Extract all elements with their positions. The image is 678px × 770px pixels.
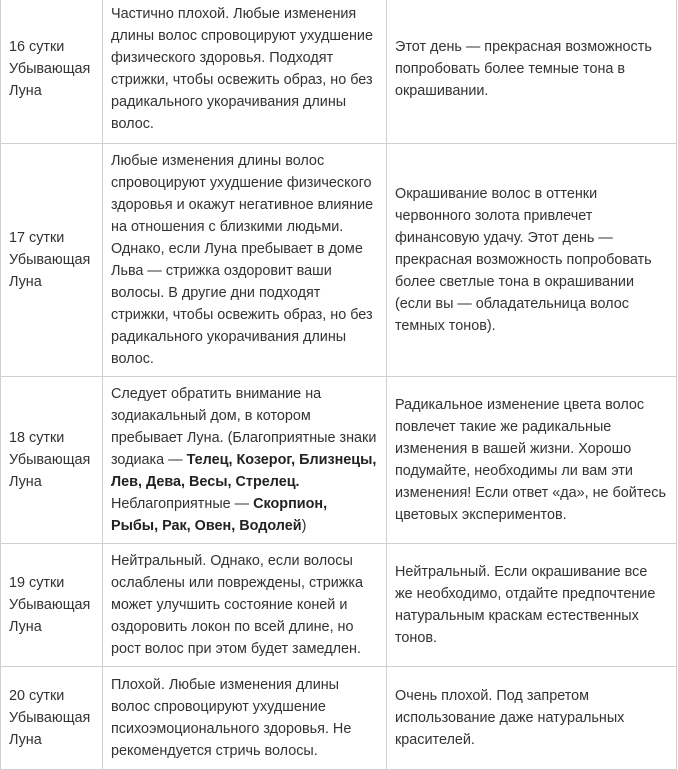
- table-row: [1, 144, 677, 377]
- moon-phase: Убывающая Луна: [9, 61, 91, 99]
- haircut-cell: [103, 377, 387, 544]
- haircut-mid: Неблагоприятные —: [111, 496, 254, 512]
- day-cell: [1, 144, 103, 377]
- moon-phase: Убывающая Луна: [9, 710, 91, 748]
- coloring-cell: Нейтральный. Если окрашивание все же необходимо, отдайте предпочтение натуральным краскам естественных тонов.: [387, 544, 677, 667]
- lunar-day: 18 сутки: [9, 430, 65, 446]
- table-row: [1, 377, 677, 544]
- haircut-end: ): [301, 518, 307, 534]
- day-cell: [1, 377, 103, 544]
- coloring-cell: Окрашивание волос в оттенки червонного золота привлечет финансовую удачу. Этот день — прекрасная возможность попробовать более светлые тона в окрашивании (если вы — обладательница волос темных тонов).: [387, 144, 677, 377]
- table-row: [1, 0, 677, 144]
- lunar-day: 19 сутки: [9, 575, 65, 591]
- moon-phase: Убывающая Луна: [9, 252, 91, 290]
- lunar-day: 20 сутки: [9, 688, 65, 704]
- moon-phase: Убывающая Луна: [9, 597, 91, 635]
- coloring-cell: Этот день — прекрасная возможность попробовать более темные тона в окрашивании.: [387, 0, 677, 144]
- lunar-day: 17 сутки: [9, 230, 65, 246]
- table-row: [1, 544, 677, 667]
- coloring-cell: Радикальное изменение цвета волос повлечет такие же радикальные изменения в вашей жизни. Хорошо подумайте, необходимы ли вам эти изменения! Если ответ «да», не бойтесь цветовых экспериментов.: [387, 377, 677, 544]
- haircut-cell: Любые изменения длины волос спровоцируют ухудшение физического здоровья и окажут негативное влияние на отношения с близкими людьми. Однако, если Луна пребывает в доме Льва — стрижка оздоровит ваши волосы. В другие дни подходят стрижки, чтобы освежить образ, но без радикального укорачивания длины волос.: [103, 144, 387, 377]
- day-cell: [1, 0, 103, 144]
- haircut-intro: Следует обратить внимание на зодиакальный дом, в котором пребывает Луна. (Благоприятные знаки зодиака —: [111, 386, 377, 468]
- haircut-cell: Плохой. Любые изменения длины волос спровоцируют ухудшение психоэмоционального здоровья. Не рекомендуется стричь волосы.: [103, 667, 387, 770]
- table-row: [1, 667, 677, 770]
- unfavorable-signs: Скорпион, Рыбы, Рак, Овен, Водолей: [111, 496, 328, 534]
- haircut-cell: Нейтральный. Однако, если волосы ослаблены или повреждены, стрижка может улучшить состояние коней и оздоровить локон по всей длине, но рост волос при этом будет замедлен.: [103, 544, 387, 667]
- lunar-day: 16 сутки: [9, 39, 65, 55]
- coloring-cell: Очень плохой. Под запретом использование даже натуральных красителей.: [387, 667, 677, 770]
- day-cell: [1, 544, 103, 667]
- haircut-cell: Частично плохой. Любые изменения длины волос спровоцируют ухудшение физического здоровья. Подходят стрижки, чтобы освежить образ, но без радикального укорачивания длины волос.: [103, 0, 387, 144]
- day-cell: [1, 667, 103, 770]
- moon-phase: Убывающая Луна: [9, 452, 91, 490]
- favorable-signs: Телец, Козерог, Близнецы, Лев, Дева, Весы, Стрелец.: [111, 452, 377, 490]
